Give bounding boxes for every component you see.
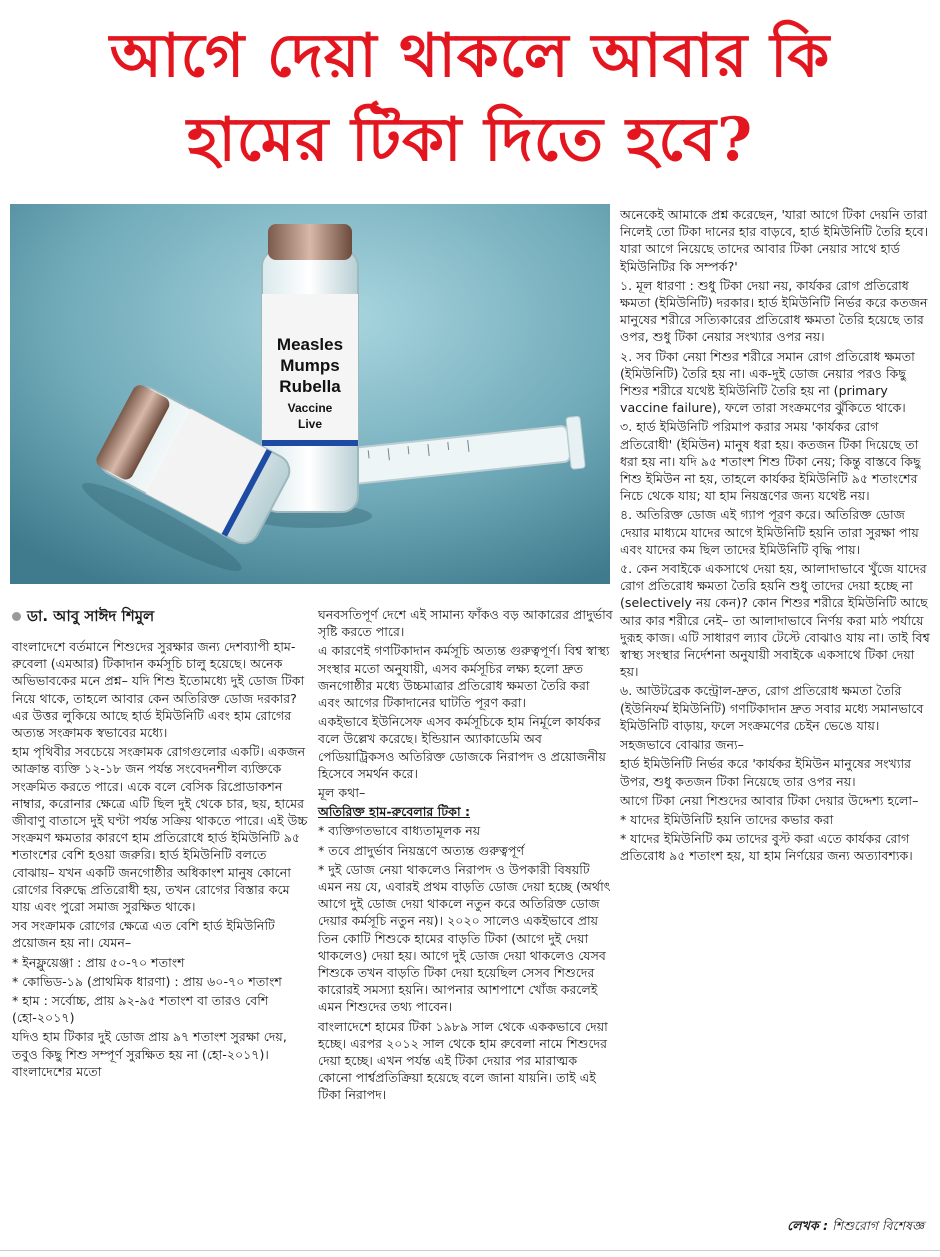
article-column-2 xyxy=(318,606,614,1106)
author-credit xyxy=(787,1218,924,1238)
paragraph: ১. মূল ধারণা : শুধু টিকা দেয়া নয়, কার্যকর রোগ প্রতিরোধ ক্ষমতা (ইমিউনিটি) দরকার। হার্ড ইমিউনিটি নির্ভর করে কতজন মানুষের শরীরে সত্যিকারের প্রতিরোধ ক্ষমতা তৈরি হয়েছে তার ওপর, শুধু টিকা নেয়ার সংখ্যার ওপর নয়। xyxy=(620,277,928,345)
paragraph: ৩. হার্ড ইমিউনিটি পরিমাপ করার সময় 'কার্যকর রোগ প্রতিরোধী' (ইমিউন) মানুষ ধরা হয়। কতজন টিকা দিয়েছে তা ধরা হয় না। যদি ৯৫ শতাংশ শিশু টিকা নেয়; কিন্তু বাস্তবে কিছু শিশু ইমিউন না হয়, তাহলে কার্যকর ইমিউনিটি ৯৫ শতাংশের নিচে থেকে যায়; যা হাম নিয়ন্ত্রণের জন্য যথেষ্ট নয়। xyxy=(620,419,921,504)
paragraph: ঘনবসতিপূর্ণ দেশে এই সামান্য ফাঁকও বড় আকারের প্রাদুর্ভাব সৃষ্টি করতে পারে। xyxy=(318,607,613,640)
list-item: * দুই ডোজ নেয়া থাকলেও নিরাপদ ও উপকারী বিষয়টি এমন নয় যে, এবারই প্রথম বাড়তি ডোজ দেয়া হচ্ছে (অর্থাৎ আগে দুই ডোজ দেয়া থাকলে নতুন করে অতিরিক্ত ডোজ দেয়ার কর্মসূচি নতুন নয়)। ২০২০ সালেও একইভাবে প্রায় তিন কোটি শিশুকে হামের বাড়তি টিকা (আগে দুই দেয়া থাকলেও) দেয়া হয়। আগে দুই ডোজ দেয়া থাকলেও যেসব শিশুকে তখন বাড়তি টিকা দেয়া হয়েছিল সেসব শিশুদের কারোরই সমস্যা হয়নি। আপনার আশপাশে খোঁজ করলেই এমন শিশুদের তথ্য পাবেন। xyxy=(318,861,611,1015)
list-item: * ব্যক্তিগতভাবে বাধ্যতামূলক নয় xyxy=(318,823,481,839)
author-title: শিশুরোগ বিশেষজ্ঞ xyxy=(832,1218,924,1233)
author-prefix: লেখক : xyxy=(787,1218,829,1233)
byline xyxy=(12,604,310,628)
byline-name: ডা. আবু সাঈদ শিমুল xyxy=(27,607,155,625)
label-mumps: Mumps xyxy=(280,356,340,375)
list-item: * যাদের ইমিউনিটি কম তাদের বুস্ট করা এতে কার্যকর রোগ প্রতিরোধ ৯৫ শতাংশ হয়, যা হাম নির্ণয়ের জন্য অত্যাবশ্যক। xyxy=(620,831,913,864)
list-item: * তবে প্রাদুর্ভাব নিয়ন্ত্রণে অত্যন্ত গুরুত্বপূর্ণ xyxy=(318,842,525,858)
paragraph: হার্ড ইমিউনিটি নির্ভর করে 'কার্যকর ইমিউন মানুষের সংখ্যার উপর, শুধু কতজন টিকা নিয়েছে তার ওপর নয়। xyxy=(620,756,912,789)
paragraph: বাংলাদেশে হামের টিকা ১৯৮৯ সাল থেকে এককভাবে দেয়া হচ্ছে। এরপর ২০১২ সাল থেকে হাম রুবেলা নামে শিশুদের দেয়া হচ্ছে। এখন পর্যন্ত এই টিকা দেয়ার পর মারাত্মক কোনো পার্শ্বপ্রতিক্রিয়া হয়েছে বলে জানা যায়নি। তাই এই টিকা নিরাপদ। xyxy=(318,1018,608,1103)
paragraph: ২. সব টিকা নেয়া শিশুর শরীরে সমান রোগ প্রতিরোধ ক্ষমতা (ইমিউনিটি) তৈরি হয় না। এক-দুই ডোজ নেয়ার পরও কিছু শিশুর শরীরে যথেষ্ট ইমিউনিটি তৈরি হয় না (primary vaccine failure), ফলে তারা সংক্রমণের ঝুঁকিতে থাকে। xyxy=(620,348,915,416)
paragraph: ৫. কেন সবাইকে একসাথে দেয়া হয়, আলাদাভাবে খুঁজে যাদের রোগ প্রতিরোধ ক্ষমতা তৈরি হয়নি শুধু তাদের দেয়া হচ্ছে না (selectively নয় কেন)? কোন শিশুর শরীরে ইমিউনিটি আছে আর কার শরীরে নেই– তা আলাদাভাবে নির্ণয় করা মাঠ পর্যায়ে দুরূহ কাজ। এটি সাধারণ ল্যাব টেস্টে বোঝাও যায় না। তাই বিশ্ব স্বাস্থ্য সংস্থার নির্দেশনা অনুযায়ী সবাইকে একসাথে টিকা দেয়া হয়। xyxy=(620,561,930,680)
label-live: Live xyxy=(297,417,323,431)
headline-line-1: আগে দেয়া থাকলে আবার কি xyxy=(109,21,831,91)
article-column-1 xyxy=(12,638,310,1082)
paragraph: অনেকেই আমাকে প্রশ্ন করেছেন, 'যারা আগে টিকা দেয়নি তারা নিলেই তো টিকা দানের হার বাড়বে, হার্ড ইমিউনিটি তৈরি হবে। যারা আগে নিয়েছে তাদের আবার টিকা নেয়ার সাথে হার্ড ইমিউনিটির কি সম্পর্ক?' xyxy=(620,207,929,274)
paragraph: ৪. অতিরিক্ত ডোজ এই গ্যাপ পূরণ করে। অতিরিক্ত ডোজ দেয়ার মাধ্যমে যাদের আগে ইমিউনিটি হয়নি তারা সুরক্ষা পায় এবং যাদের কম ছিল তাদের ইমিউনিটি বৃদ্ধি পায়। xyxy=(620,507,919,557)
list-item: * যাদের ইমিউনিটি হয়নি তাদের কভার করা xyxy=(620,811,834,827)
label-measles: Measles xyxy=(276,335,344,354)
headline-line-2: হামের টিকা দিতে হবে? xyxy=(186,105,754,175)
label-rubella: Rubella xyxy=(279,377,341,396)
bottom-divider xyxy=(0,1250,940,1251)
paragraph: মূল কথা– xyxy=(318,785,366,801)
list-item: * হাম : সর্বোচ্চ, প্রায় ৯২-৯৫ শতাংশ বা তারও বেশি (হো-২০১৭) xyxy=(12,993,269,1026)
headline xyxy=(0,14,940,182)
paragraph: সহজভাবে বোঝার জন্য– xyxy=(620,737,744,753)
label-vaccine: Vaccine xyxy=(287,401,333,415)
paragraph: বাংলাদেশে বর্তমানে শিশুদের সুরক্ষার জন্য দেশব্যাপী হাম-রুবেলা (এমআর) টিকাদান কর্মসূচি চালু হয়েছে। অনেক অভিভাবকের মনে প্রশ্ন– যদি শিশু ইতোমধ্যে দুই ডোজ টিকা নিয়ে থাকে, তাহলে আবার কেন অতিরিক্ত ডোজ দরকার? এর উত্তর লুকিয়ে আছে হার্ড ইমিউনিটি এবং হাম রোগের অত্যন্ত সংক্রামক স্বভাবের মধ্যে। xyxy=(12,639,305,741)
bullet-dot-icon xyxy=(12,612,21,621)
vaccine-illustration xyxy=(10,204,610,584)
paragraph: আগে টিকা নেয়া শিশুদের আবার টিকা দেয়ার উদ্দেশ্য হলো– xyxy=(620,792,919,808)
list-item: * ইনফ্লুয়েঞ্জা : প্রায় ৫০-৭০ শতাংশ xyxy=(12,954,185,970)
paragraph: এ কারণেই গণটিকাদান কর্মসূচি অত্যন্ত গুরুত্বপূর্ণ। বিশ্ব স্বাস্থ্য সংস্থার মতো অনুযায়ী, এসব কর্মসূচির লক্ষ্য হলো দ্রুত জনগোষ্ঠীর মধ্যে উচ্চমাত্রার প্রতিরোধ ক্ষমতা তৈরি করা এবং আগের টিকাদানের ঘাটতি পূরণ করা। xyxy=(318,643,610,711)
list-item: * কোভিড-১৯ (প্রাথমিক ধারণা) : প্রায় ৬০-৭০ শতাংশ xyxy=(12,973,282,989)
paragraph: ৬. আউটব্রেক কন্ট্রোল-দ্রুত, রোগ প্রতিরোধ ক্ষমতা তৈরি (ইউনিফর্ম ইমিউনিটি) গণটিকাদান দ্রুত সবার মধ্যে সমানভাবে ইমিউনিটি বাড়ায়, ফলে সংক্রমণের চেইন ভেঙে যায়। xyxy=(620,683,924,733)
paragraph: একইভাবে ইউনিসেফ এসব কর্মসূচিকে হাম নির্মূলে কার্যকর বলে উল্লেখ করেছে। ইন্ডিয়ান অ্যাকাডেমি অব পেডিয়াট্রিকসও অতিরিক্ত ডোজকে নিরাপদ ও প্রয়োজনীয় হিসেবে সমর্থন করে। xyxy=(318,714,606,781)
paragraph: হাম পৃথিবীর সবচেয়ে সংক্রামক রোগগুলোর একটি। একজন আক্রান্ত ব্যক্তি ১২-১৮ জন পর্যন্ত সংবেদনশীল ব্যক্তিকে সংক্রমিত করতে পারে। একে বলে বেসিক রিপ্রোডাকশন নাম্বার, করোনার ক্ষেত্রে এটি ছিল দুই থেকে চার, ছয়, হামের জীবাণু বাতাসে দুই ঘণ্টা পর্যন্ত সক্রিয় থাকতে পারে। এই উচ্চ সংক্রমণ ক্ষমতার কারণে হাম প্রতিরোধে হার্ড ইমিউনিটি ৯৫ শতাংশের বেশি হওয়া জরুরি। হার্ড ইমিউনিটি বলতে বোঝায়– যখন একটি জনগোষ্ঠীর অধিকাংশ মানুষ কোনো রোগের বিরুদ্ধে প্রতিরোধী হয়, তখন রোগের বিস্তার কমে যায় এবং পুরো সমাজ সুরক্ষিত থাকে। xyxy=(12,744,308,915)
article-column-3 xyxy=(620,206,932,867)
paragraph: যদিও হাম টিকার দুই ডোজ প্রায় ৯৭ শতাংশ সুরক্ষা দেয়, তবুও কিছু শিশু সম্পূর্ণ সুরক্ষিত হয় না (হো-২০১৭)। বাংলাদেশের মতো xyxy=(12,1029,287,1079)
paragraph: সব সংক্রামক রোগের ক্ষেত্রে এত বেশি হার্ড ইমিউনিটি প্রয়োজন হয় না। যেমন– xyxy=(12,918,275,951)
vaccine-photo xyxy=(10,204,610,584)
subheading: অতিরিক্ত হাম-রুবেলার টিকা : xyxy=(318,804,471,820)
